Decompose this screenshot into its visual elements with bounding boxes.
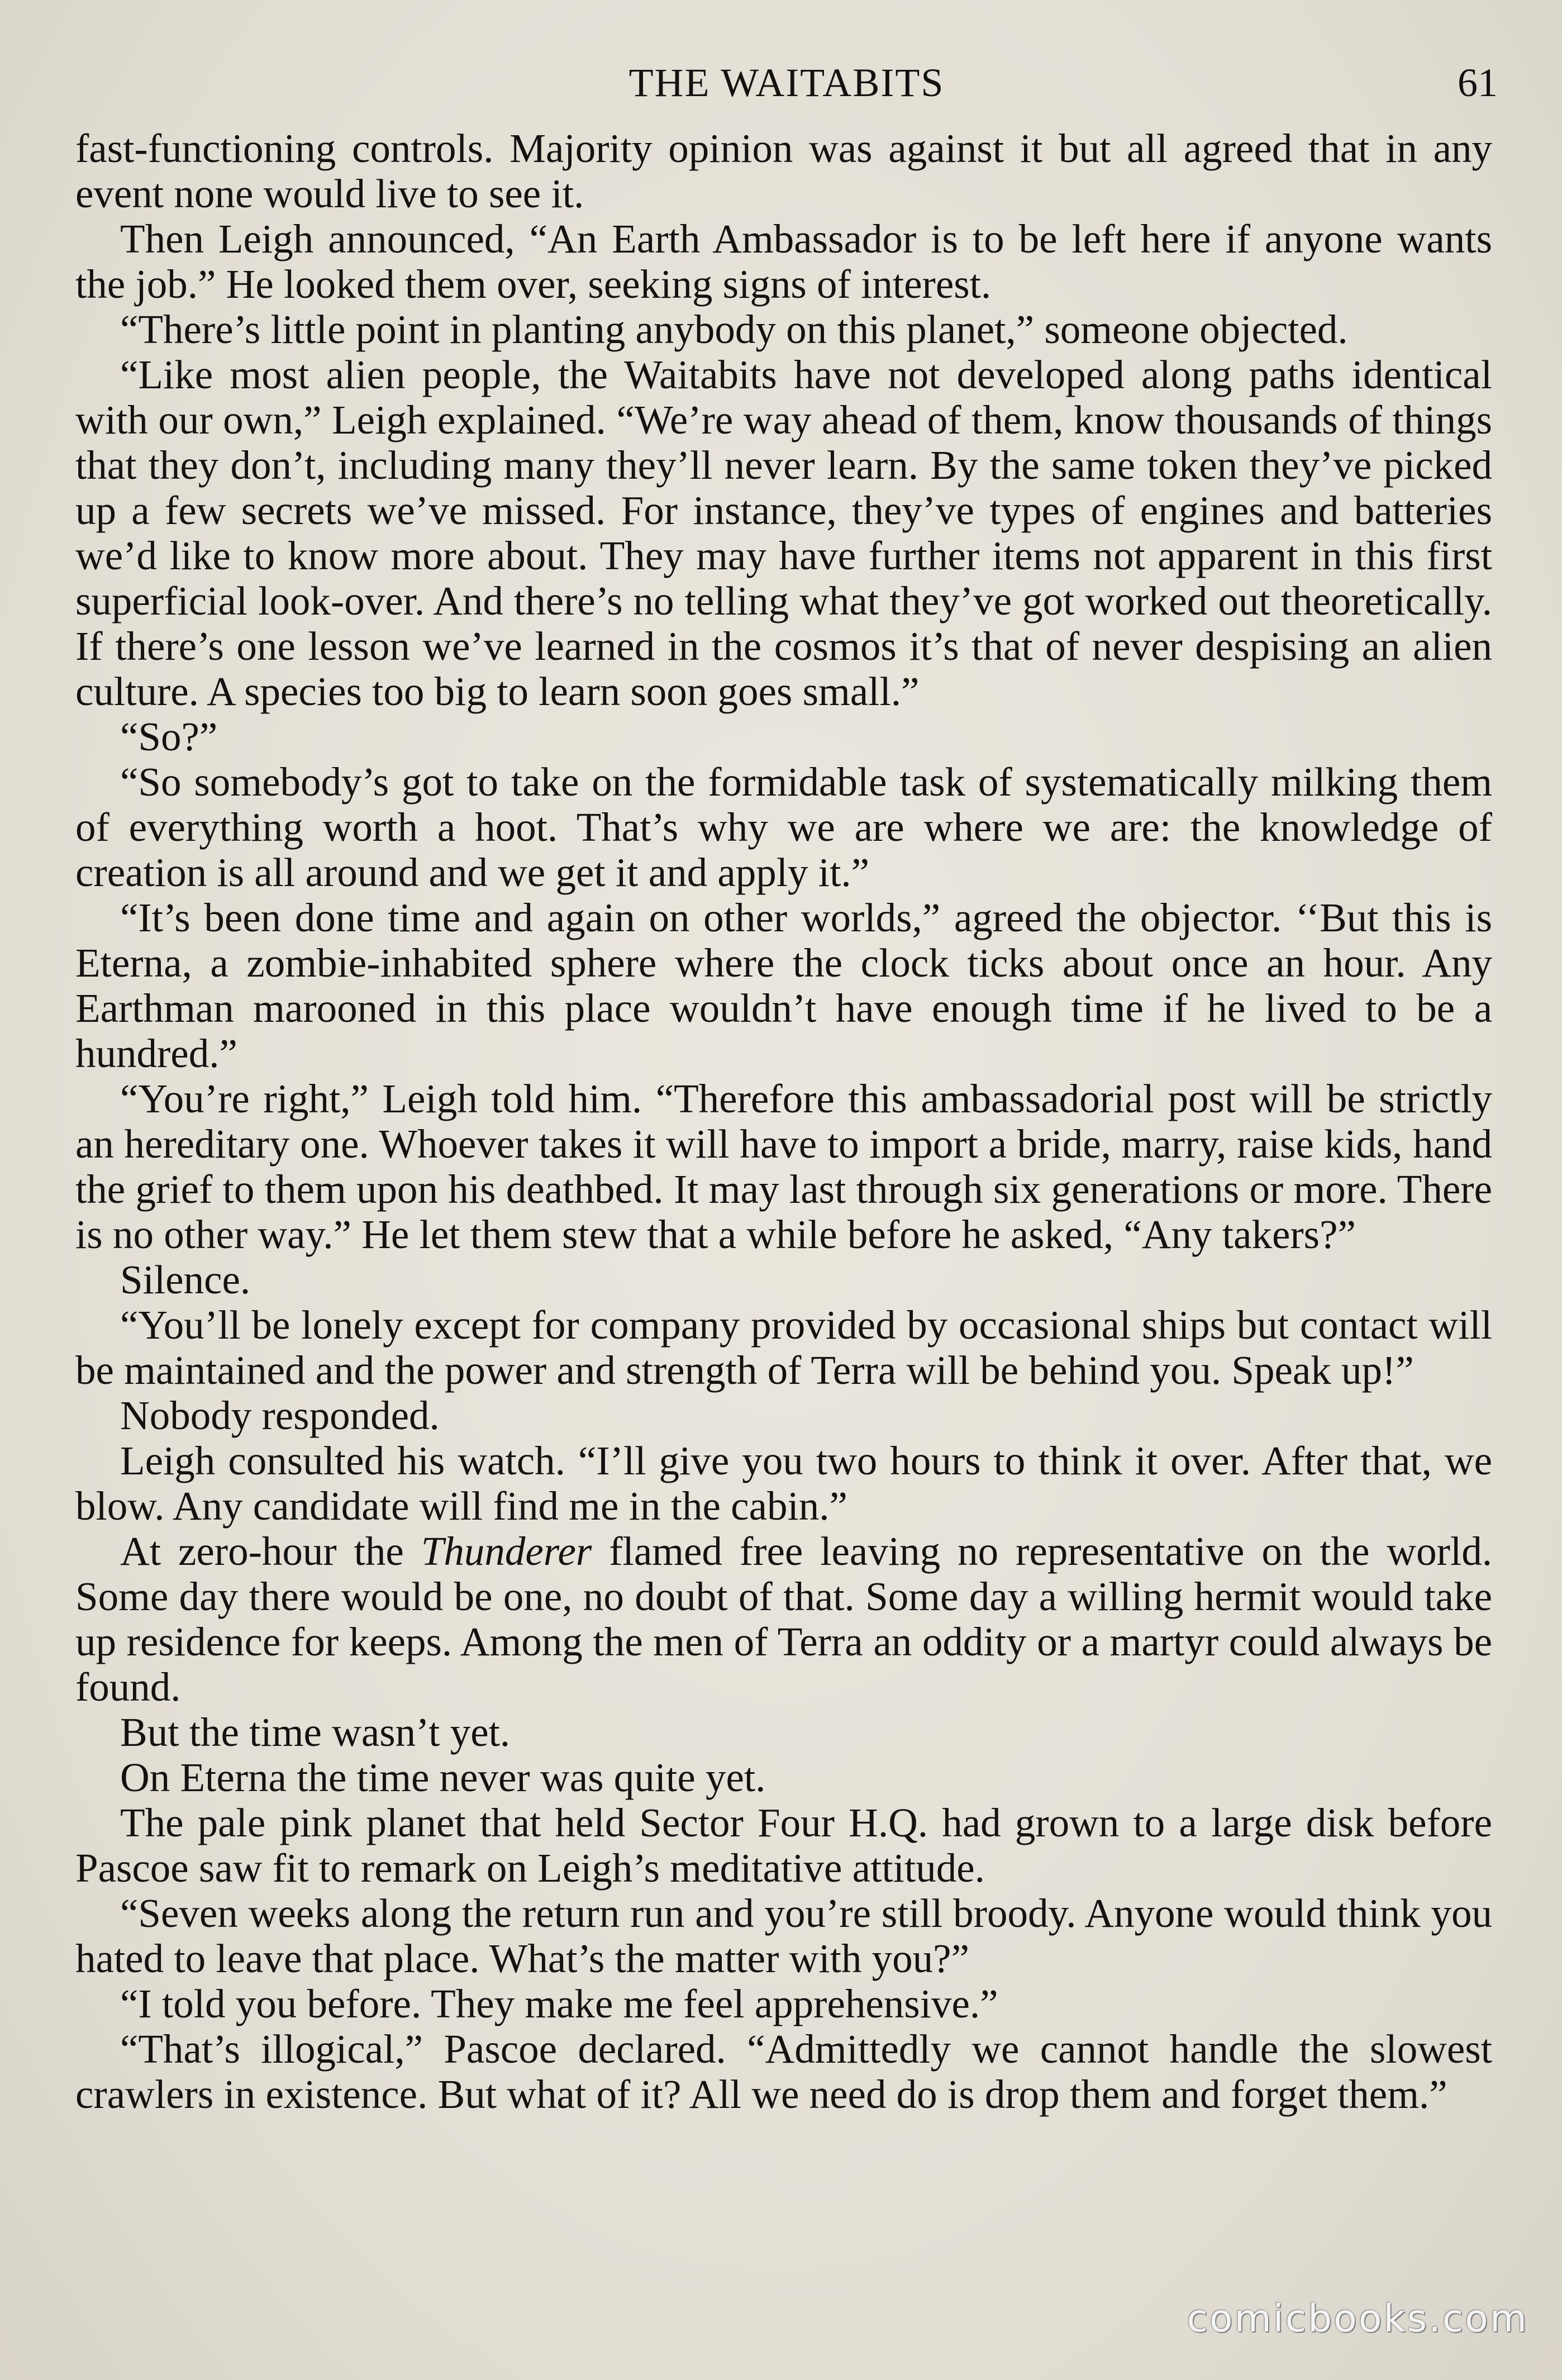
paragraph-text: flamed free leaving no representative on the world. Some day there would be one, no doubt of that. Some day a willing hermit would take up residence for keeps. Among the men of Terra an oddity or a martyr could always be found. (75, 1529, 1492, 1710)
paragraph: “I told you before. They make me feel apprehensive.” (120, 1981, 998, 2026)
paragraph: Nobody responded. (120, 1393, 440, 1438)
paragraph: “So somebody’s got to take on the formidable task of systematically milking them of everything worth a hoot. That’s why we are where we are: the knowledge of creation is all around and we get it and apply it.” (75, 759, 1492, 895)
paragraph: “So?” (120, 714, 218, 759)
paragraph: Silence. (120, 1257, 251, 1302)
paragraph: “Like most alien people, the Waitabits have not developed along paths identical with our own,” Leigh explained. “We’re way ahead of them, know thousands of things that they don’t, including many they’ll never learn. By the same token they’ve picked up a few secrets we’ve missed. For instance, they’ve types of engines and batteries we’d like to know more about. They may have further items not apparent in this first superficial look-over. And there’s no telling what they’ve got worked out theoretically. If there’s one lesson we’ve learned in the cosmos it’s that of never despising an alien culture. A species too big to learn soon goes small.” (75, 352, 1492, 714)
watermark: comicbooks.com (1187, 2297, 1528, 2341)
paragraph: On Eterna the time never was quite yet. (120, 1755, 766, 1800)
paragraph: fast-functioning controls. Majority opinion was against it but all agreed that in any event none would live to see it. (75, 126, 1492, 216)
paragraph (75, 1529, 1492, 1710)
paragraph-text: At zero-hour the (120, 1529, 421, 1574)
running-title: THE WAITABITS (628, 60, 945, 105)
paragraph: The pale pink planet that held Sector Four H.Q. had grown to a large disk before Pascoe saw fit to remark on Leigh’s meditative attitude. (75, 1800, 1492, 1891)
paragraph: “Seven weeks along the return run and you’re still broody. Anyone would think you hated to leave that place. What’s the matter with you?” (75, 1891, 1492, 1981)
paragraph: “You’re right,” Leigh told him. “Therefore this ambassadorial post will be strictly an hereditary one. Whoever takes it will have to import a bride, marry, raise kids, hand the grief to them upon his deathbed. It may last through six generations or more. There is no other way.” He let them stew that a while before he asked, “Any takers?” (75, 1076, 1492, 1257)
paragraph: “It’s been done time and again on other worlds,” agreed the objector. ‘‘But this is Eterna, a zombie-inhabited sphere where the clock ticks about once an hour. Any Earthman marooned in this place wouldn’t have enough time if he lived to be a hundred.” (75, 895, 1492, 1076)
ship-name: Thunderer (421, 1529, 592, 1574)
paragraph: But the time wasn’t yet. (120, 1710, 511, 1755)
paragraph: “That’s illogical,” Pascoe declared. “Admittedly we cannot handle the slowest crawlers in existence. But what of it? All we need do is drop them and forget them.” (75, 2026, 1492, 2117)
paragraph: “There’s little point in planting anybody on this planet,” someone objected. (120, 307, 1348, 352)
paragraph: “You’ll be lonely except for company provided by occasional ships but contact will be maintained and the power and strength of Terra will be behind you. Speak up!” (75, 1302, 1492, 1393)
page-header (75, 49, 1498, 116)
page-number: 61 (1458, 60, 1498, 105)
body-text (75, 126, 1492, 2117)
paragraph: Then Leigh announced, “An Earth Ambassador is to be left here if anyone wants the job.” He looked them over, seeking signs of interest. (75, 216, 1492, 307)
paragraph: Leigh consulted his watch. “I’ll give you two hours to think it over. After that, we blow. Any candidate will find me in the cabin.” (75, 1438, 1492, 1529)
